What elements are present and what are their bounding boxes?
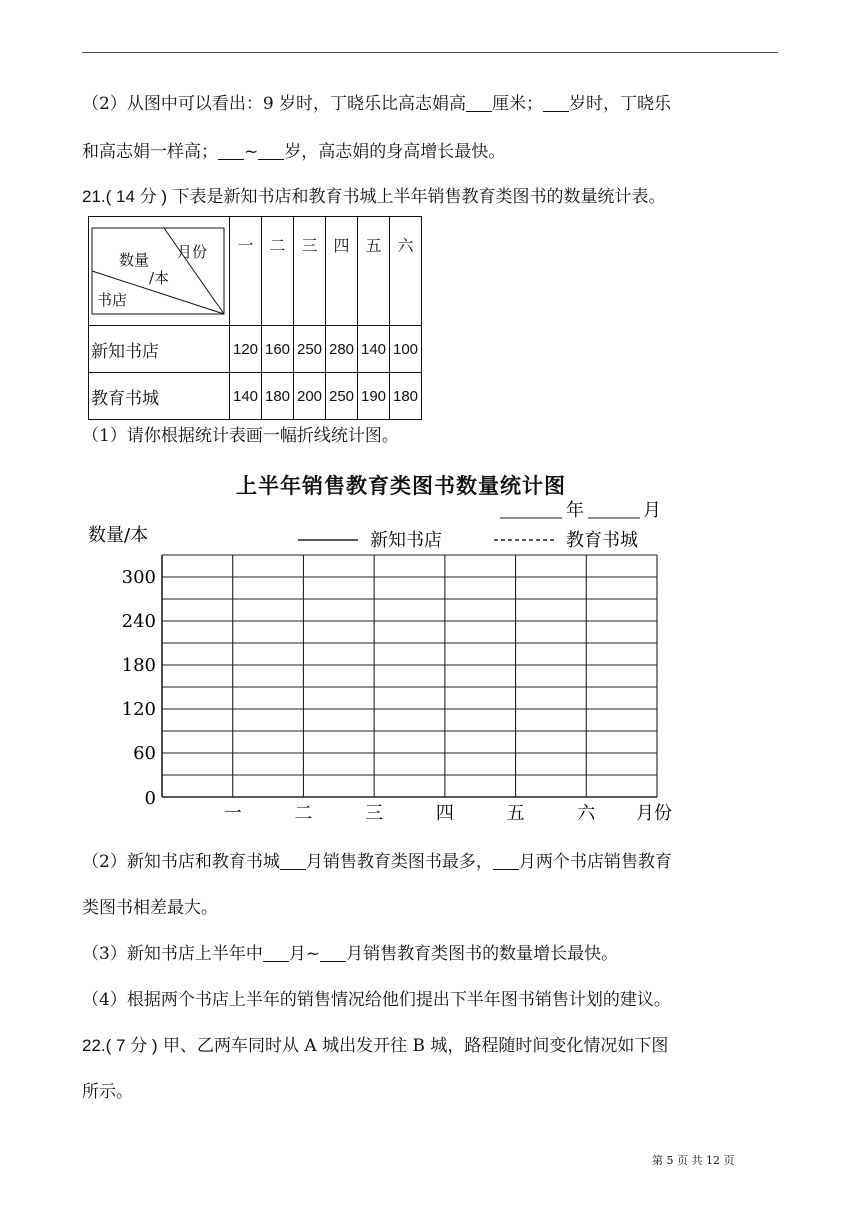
q20-text: 厘米； bbox=[492, 94, 544, 114]
chart-title: 上半年销售教育类图书数量统计图 bbox=[236, 474, 566, 498]
question-text: 月销售教育类图书最多， bbox=[305, 852, 493, 872]
q20-text: 岁时，丁晓乐 bbox=[569, 94, 672, 114]
month-header: 二 bbox=[262, 217, 294, 326]
question-text: 月~ bbox=[288, 944, 321, 964]
table-cell: 180 bbox=[390, 373, 422, 420]
table-cell: 100 bbox=[390, 326, 422, 373]
q20-text: 和高志娟一样高； bbox=[82, 142, 218, 162]
table-cell: 280 bbox=[326, 326, 358, 373]
corner-label-unit: /本 bbox=[149, 269, 170, 287]
chart-grid bbox=[162, 555, 657, 797]
y-tick-labels bbox=[122, 567, 156, 809]
x-tick-label: 二 bbox=[294, 803, 313, 824]
question-text: （2）新知书店和教育书城 bbox=[82, 852, 280, 872]
question-text: （3）新知书店上半年中 bbox=[82, 944, 263, 964]
store-name: 新知书店 bbox=[89, 326, 230, 373]
question-text: （1）请你根据统计表画一幅折线统计图。 bbox=[82, 426, 399, 446]
table-cell: 250 bbox=[326, 373, 358, 420]
legend-solid-label: 新知书店 bbox=[370, 530, 442, 551]
q22-line2 bbox=[82, 1080, 782, 1104]
x-tick-label: 六 bbox=[577, 803, 596, 824]
month-header: 四 bbox=[326, 217, 358, 326]
x-tick-label: 五 bbox=[506, 803, 525, 824]
corner-label-quantity: 数量 bbox=[119, 251, 150, 269]
month-header: 五 bbox=[358, 217, 390, 326]
question-text: 月两个书店销售教育 bbox=[518, 852, 672, 872]
x-tick-labels bbox=[224, 803, 597, 824]
table-cell: 160 bbox=[262, 326, 294, 373]
legend-dashed-label: 教育书城 bbox=[566, 530, 638, 551]
q21-part2-line2 bbox=[82, 896, 782, 920]
table-cell: 180 bbox=[262, 373, 294, 420]
corner-label-month: 月份 bbox=[177, 243, 208, 261]
q20-text: （2）从图中可以看出：9 岁时，丁晓乐比高志娟高 bbox=[82, 94, 467, 114]
question-text: （4）根据两个书店上半年的销售情况给他们提出下半年图书销售计划的建议。 bbox=[82, 990, 671, 1010]
y-tick-label: 300 bbox=[121, 567, 156, 588]
store-name: 教育书城 bbox=[89, 373, 230, 420]
q21-part3 bbox=[82, 942, 782, 966]
month-header: 六 bbox=[390, 217, 422, 326]
q21-part4 bbox=[82, 988, 782, 1012]
month-header: 一 bbox=[230, 217, 262, 326]
table-cell: 140 bbox=[358, 326, 390, 373]
question-text: 甲、乙两车同时从 A 城出发开往 B 城，路程随时间变化情况如下图 bbox=[163, 1036, 669, 1056]
x-axis-unit-label: 月份 bbox=[636, 803, 672, 824]
y-tick-label: 120 bbox=[121, 699, 156, 720]
question-number: 21. bbox=[82, 187, 106, 206]
x-tick-label: 三 bbox=[365, 803, 384, 824]
y-tick-label: 240 bbox=[121, 611, 156, 632]
question-points: ( 7 分 ) bbox=[105, 1036, 158, 1055]
year-label: 年 bbox=[566, 500, 584, 521]
table-cell: 140 bbox=[230, 373, 262, 420]
y-tick-label: 180 bbox=[121, 655, 156, 676]
corner-label-store: 书店 bbox=[97, 291, 128, 309]
q22-heading bbox=[82, 1034, 782, 1058]
question-number: 22. bbox=[82, 1036, 106, 1055]
x-tick-label: 四 bbox=[435, 803, 454, 824]
table-cell: 120 bbox=[230, 326, 262, 373]
answer-blank[interactable] bbox=[280, 851, 306, 870]
q21-part2-line1 bbox=[82, 850, 782, 874]
table-cell: 190 bbox=[358, 373, 390, 420]
answer-blank[interactable] bbox=[263, 943, 289, 962]
answer-blank[interactable] bbox=[320, 943, 346, 962]
y-tick-label: 0 bbox=[144, 788, 156, 809]
table-cell: 250 bbox=[294, 326, 326, 373]
question-text: 类图书相差最大。 bbox=[82, 898, 218, 918]
question-text: 月销售教育类图书的数量增长最快。 bbox=[346, 944, 619, 964]
question-text: 下表是新知书店和教育书城上半年销售教育类图书的数量统计表。 bbox=[172, 187, 666, 207]
month-header: 三 bbox=[294, 217, 326, 326]
page-footer: 第 5 页 共 12 页 bbox=[652, 1154, 735, 1167]
month-label: 月 bbox=[643, 500, 661, 521]
table-cell: 200 bbox=[294, 373, 326, 420]
question-text: 所示。 bbox=[82, 1082, 133, 1102]
question-points: ( 14 分 ) bbox=[105, 187, 168, 206]
y-axis-label: 数量/本 bbox=[88, 525, 149, 546]
answer-blank[interactable] bbox=[493, 851, 519, 870]
y-tick-label: 60 bbox=[133, 743, 156, 764]
x-tick-label: 一 bbox=[223, 803, 242, 824]
q20-text: 岁，高志娟的身高增长最快。 bbox=[284, 142, 506, 162]
q20-text: ~ bbox=[244, 142, 259, 162]
